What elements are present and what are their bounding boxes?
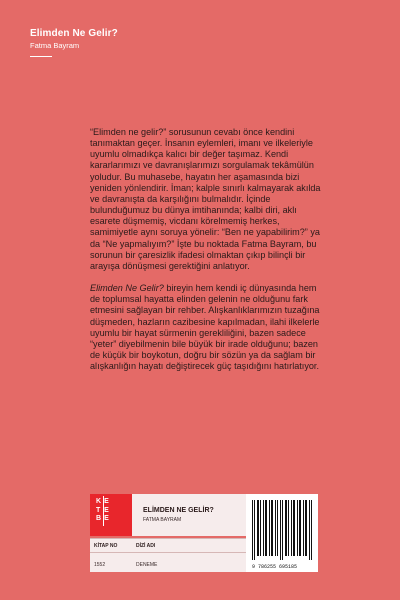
kitap-no-value: 1552 [94,562,106,568]
blurb-paragraph-1: “Elimden ne gelir?” sorusunun cevabı önce kendini tanımaktan geçer. İnsanın eylemleri, imanı ve ilkeleriyle uyumlu olmadıkça kalıcı bir değer taşımaz. Kendi kararlarımızı ve davranışlarımızı sorgulamak tekâmülün yoludur. Bu muhasebe, hayatın her aşamasında bizi yeniden yönlendirir. İman; kalple sınırlı kalmayarak akılda ve davranışta da karşılığını bulmalıdır. İçinde bulunduğumuz bu dünya imtihanında; kalbi diri, aklı esarete düşmemiş, vicdanı körelmemiş herkes, samimiyetle aynı soruya yönelir: “Ben ne yapabilirim?” ya da “Ne yapmalıyım?” İşte bu noktada Fatma Bayram, bu sorunun bir çaresizlik ifadesi olmaktan çıkıp bilinçli bir arayışa dönüşmesi gerektiğini anlatıyor. [90,127,321,271]
codes-panel [90,538,246,572]
logo-letter: T [96,506,101,514]
cover-title: Elimden Ne Gelir? [30,28,118,39]
blurb [90,127,326,383]
book-info-panel [132,494,246,536]
logo-letter: B [96,515,102,522]
logo-letter: E [104,515,109,522]
barcode-image [246,494,318,564]
dizi-label: DİZİ ADI [136,543,156,549]
title-rule [30,56,52,57]
kitap-no-label: KİTAP NO [94,543,118,549]
dizi-value: DENEME [136,562,158,568]
barcode-digits: 9 786255 695185 [252,564,298,570]
divider [90,552,246,553]
book-info-title: ELİMDEN NE GELİR? [143,507,214,514]
barcode-block [246,494,318,572]
logo-letter: K [96,498,102,505]
publisher-logo [96,498,126,532]
blurb-italic-title: Elimden Ne Gelir? [90,283,164,294]
divider [90,538,246,539]
cover-author: Fatma Bayram [30,41,80,50]
book-info-author: FATMA BAYRAM [143,517,182,523]
blurb-paragraph-2 [90,283,326,372]
publisher-badge [90,494,132,536]
logo-letter: E [104,498,109,505]
blurb-paragraph-2-text: bireyin hem kendi iç dünyasında hem de toplumsal hayatta elinden gelenin ne olduğunu fark etmesini sağlayan bir rehber. Alışkanlıklarımızın tuzağına düşmeden, hazların cazibesine kapılmadan, ilahi ilkelerle uyumlu bir hayat sürmenin gerekliliğini, bazen sadece “yeter” diyebilmenin bile büyük bir irade olduğunu; bazen de küçük bir boykotun, doğru bir sözün ya da sağlam bir alışkanlığın hayatı değiştirecek güç taşıdığını hatırlatıyor. [90,283,320,372]
logo-letter: E [104,506,109,514]
publisher-logo-left [96,498,101,532]
publisher-logo-right [104,498,109,532]
logo-divider [103,496,104,526]
